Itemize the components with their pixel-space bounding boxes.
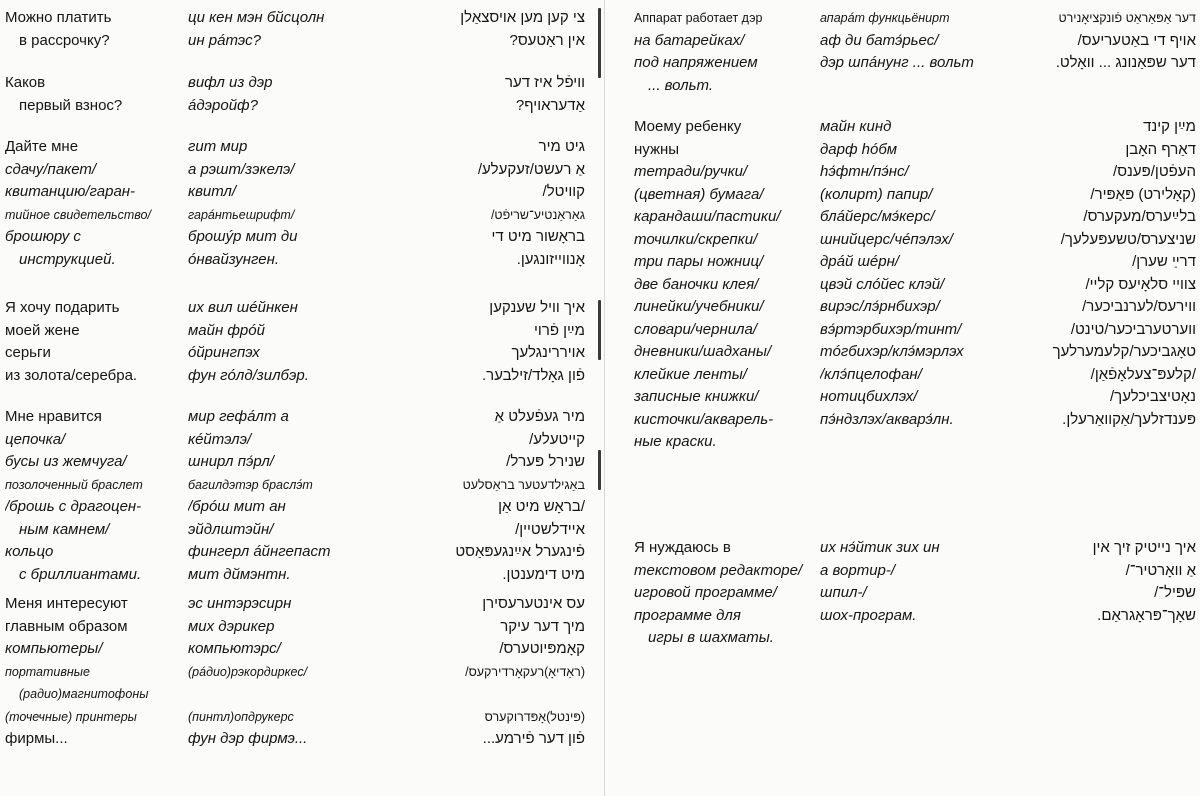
transliteration-text: дрáй шéрн/: [820, 253, 900, 270]
right-page: [608, 0, 1200, 796]
phrase-row: [608, 251, 1200, 274]
yiddish-text: פֿון גאָלד/זילבער.: [482, 366, 585, 384]
left-page: [0, 0, 590, 796]
russian-text: записные книжки/: [634, 388, 759, 405]
phrase-row: [0, 451, 590, 474]
russian-text: портативные: [5, 664, 90, 679]
transliteration-text: мир гефáлт а: [188, 408, 289, 425]
russian-text: квитанцию/гаран-: [5, 183, 136, 200]
russian-text: брошюру с: [5, 228, 81, 245]
transliteration-text: вирэс/лэ́рнбихэр/: [820, 298, 940, 315]
phrase-row: [0, 136, 590, 159]
phrase-group: [608, 7, 1200, 97]
phrase-row: [0, 406, 590, 429]
phrase-row: [0, 226, 590, 249]
russian-text: Я хочу подарить: [5, 299, 120, 316]
yiddish-text: גיט מיר: [538, 138, 585, 155]
phrase-row: [608, 431, 1200, 454]
phrase-row: [608, 7, 1200, 30]
transliteration-text: ин рáтэс?: [188, 31, 261, 49]
yiddish-text: איך וויל שענקען: [489, 299, 585, 316]
russian-text: бусы из жемчуга/: [5, 453, 127, 470]
yiddish-text: גאַראַנטיע־שריפֿט/: [490, 207, 585, 222]
russian-text: словари/чернила/: [634, 320, 758, 338]
yiddish-text: ווירעס/לערנביכער/: [1082, 298, 1196, 315]
russian-text: игры в шахматы.: [648, 629, 774, 646]
phrase-row: [0, 30, 590, 53]
yiddish-text: דאַרף האָבן: [1125, 140, 1196, 158]
yiddish-text: נאָטיצביכלעך/: [1110, 388, 1196, 405]
phrase-row: [608, 386, 1200, 409]
russian-text: Можно платить: [5, 9, 112, 26]
yiddish-text: טאָגביכער/קלעמערלעך: [1052, 343, 1196, 360]
phrase-row: [0, 297, 590, 320]
transliteration-text: пэ́ндзлэх/акварэ́лн.: [820, 410, 954, 428]
yiddish-text: צי קען מען אויסצאַלן: [460, 9, 585, 26]
transliteration-text: апарáт функцьёнирт: [820, 11, 950, 25]
spine-shadow: [598, 450, 601, 490]
transliteration-text: óнвайзунген.: [188, 250, 280, 268]
phrase-row: [0, 342, 590, 365]
transliteration-text: квитл/: [188, 183, 237, 200]
russian-text: карандаши/пастики/: [634, 208, 781, 225]
transliteration-text: майн кинд: [820, 118, 892, 135]
yiddish-text: פֿינגערל אײַנגעפּאַסט: [455, 543, 585, 560]
phrase-row: [608, 537, 1200, 560]
phrase-row: [608, 75, 1200, 98]
transliteration-text: а рэшт/зэкелэ/: [188, 160, 295, 178]
transliteration-text: áдэройф?: [188, 96, 258, 114]
russian-text: текстовом редакторе/: [634, 561, 803, 579]
transliteration-text: /клэ́пцелофан/: [820, 365, 922, 383]
russian-text: программе для: [634, 606, 741, 624]
transliteration-text: их нэ́йтик зих ин: [820, 539, 940, 556]
russian-text: кольцо: [5, 543, 54, 560]
yiddish-text: שאָך־פּראָגראַם.: [1097, 606, 1196, 624]
russian-text: ные краски.: [634, 433, 717, 450]
transliteration-text: мих дэрикер: [188, 617, 275, 635]
transliteration-text: шнирл пэ́рл/: [188, 453, 274, 470]
phrase-row: [0, 95, 590, 118]
yiddish-text: שנירל פּערל/: [506, 453, 585, 470]
phrase-group: [0, 593, 590, 751]
phrase-group: [0, 136, 590, 271]
phrase-group: [0, 297, 590, 387]
russian-text: три пары ножниц/: [634, 253, 764, 270]
phrase-row: [0, 249, 590, 272]
phrase-group: [0, 406, 590, 586]
russian-text: Дайте мне: [5, 138, 79, 155]
yiddish-text: שניצערס/טשעפּעלעך/: [1060, 230, 1196, 248]
phrase-row: [0, 706, 590, 729]
phrase-group: [0, 7, 590, 52]
russian-text: Моему ребенку: [634, 118, 742, 135]
transliteration-text: фингерл áйнгепаст: [188, 543, 331, 560]
phrase-row: [0, 616, 590, 639]
yiddish-text: וויפֿל איז דער: [504, 74, 585, 91]
russian-text: моей жене: [5, 321, 80, 339]
russian-text: под напряжением: [634, 54, 758, 71]
russian-text: дневники/шадханы/: [634, 343, 772, 360]
transliteration-text: а вортир-/: [820, 561, 896, 579]
transliteration-text: гит мир: [188, 138, 248, 155]
transliteration-text: тóгбихэр/клэ́мэрлэх: [820, 343, 964, 360]
transliteration-text: кéйтэлэ/: [188, 430, 252, 448]
yiddish-text: פּענדזלעך/אַקוואַרעלן.: [1062, 410, 1196, 428]
transliteration-text: (рáдио)рэкордиркес/: [188, 664, 308, 679]
russian-text: позолоченный браслет: [5, 477, 143, 492]
transliteration-text: hэ́фтн/пэ́нс/: [820, 163, 909, 180]
russian-text: Я нуждаюсь в: [634, 539, 731, 556]
yiddish-text: קייטעלע/: [529, 430, 585, 448]
phrase-row: [608, 341, 1200, 364]
russian-text: линейки/учебники/: [634, 298, 764, 315]
phrase-row: [0, 661, 590, 684]
russian-text: фирмы...: [5, 730, 68, 747]
yiddish-text: צוויי סלאָיעס קליי/: [1085, 275, 1196, 293]
yiddish-text: אויררינגלעך: [511, 344, 585, 361]
russian-text: в рассрочку?: [19, 31, 110, 49]
transliteration-text: багилдэтэр браслэ́т: [188, 477, 313, 492]
phrase-row: [608, 605, 1200, 628]
phrase-row: [0, 320, 590, 343]
yiddish-text: ווערטערביכער/טינט/: [1070, 320, 1196, 338]
phrase-row: [608, 184, 1200, 207]
phrase-row: [608, 161, 1200, 184]
yiddish-text: אַ רעשט/זעקעלע/: [477, 160, 585, 178]
yiddish-text: מײַן קינד: [1143, 118, 1196, 135]
transliteration-text: (колирт) папир/: [820, 185, 933, 203]
phrase-row: [608, 30, 1200, 53]
phrase-row: [608, 364, 1200, 387]
russian-text: точилки/скрепки/: [634, 230, 758, 248]
russian-text: главным образом: [5, 617, 128, 635]
yiddish-text: איידלשטיין/: [515, 520, 585, 538]
transliteration-text: (пинтл)опдрукерс: [188, 709, 294, 724]
transliteration-text: фун гóлд/зилбэр.: [188, 366, 309, 384]
yiddish-text: איך נייטיק זיך אין: [1092, 539, 1196, 556]
transliteration-text: аф ди батэ́рьес/: [820, 31, 939, 49]
yiddish-text: (ראַדיאָ)רעקאָרדירקעס/: [465, 664, 585, 679]
yiddish-text: מיט דימענטן.: [502, 565, 585, 583]
phrase-row: [0, 496, 590, 519]
yiddish-text: פֿון דער פֿירמע...: [482, 730, 585, 747]
phrase-row: [608, 319, 1200, 342]
phrase-row: [0, 429, 590, 452]
transliteration-text: блáйерс/мэ́керс/: [820, 208, 935, 225]
transliteration-text: /брóш мит ан: [188, 498, 286, 515]
phrase-row: [608, 139, 1200, 162]
transliteration-text: шпил-/: [820, 584, 867, 601]
phrase-row: [608, 582, 1200, 605]
russian-text: Меня интересуют: [5, 595, 128, 612]
russian-text: с бриллиантами.: [19, 565, 142, 583]
russian-text: ным камнем/: [19, 520, 110, 538]
russian-text: цепочка/: [5, 430, 66, 448]
russian-text: Мне нравится: [5, 408, 102, 425]
yiddish-text: קאָמפּיוטערס/: [499, 640, 585, 657]
phrase-row: [608, 274, 1200, 297]
phrase-row: [608, 627, 1200, 650]
phrase-row: [0, 728, 590, 751]
phrase-row: [608, 52, 1200, 75]
russian-text: сдачу/пакет/: [5, 160, 97, 178]
yiddish-text: אויף די באַטעריעס/: [1077, 31, 1196, 49]
phrase-row: [0, 541, 590, 564]
russian-text: (точечные) принтеры: [5, 709, 137, 724]
yiddish-text: דרײַ שערן/: [1132, 253, 1196, 270]
phrase-row: [0, 593, 590, 616]
phrase-row: [608, 206, 1200, 229]
transliteration-text: эйдлштэйн/: [188, 520, 274, 538]
page-edge: [604, 0, 605, 796]
yiddish-text: מיר געפֿעלט אַ: [494, 408, 585, 425]
russian-text: две баночки клея/: [634, 275, 759, 293]
russian-text: клейкие ленты/: [634, 365, 747, 383]
book-spine: [590, 0, 608, 796]
russian-text: кисточки/акварель-: [634, 410, 774, 428]
yiddish-text: דער אַפּאַראַט פֿונקציאָנירט: [1058, 11, 1196, 25]
transliteration-text: вэ́ртэрбихэр/тинт/: [820, 320, 962, 338]
yiddish-text: /בראָש מיט אַן: [498, 498, 585, 515]
spine-shadow: [598, 8, 601, 78]
russian-text: первый взнос?: [19, 96, 123, 114]
yiddish-text: קוויטל/: [542, 183, 585, 200]
yiddish-text: אין ראַטעס?: [509, 31, 585, 49]
phrase-group: [0, 72, 590, 117]
transliteration-text: нотицбихлэх/: [820, 388, 918, 405]
phrase-row: [0, 683, 590, 706]
russian-text: (радио)магнитофоны: [19, 687, 149, 701]
yiddish-text: דער שפּאַנונג ... וואָלט.: [1055, 54, 1196, 71]
yiddish-text: מיך דער עיקר: [500, 617, 585, 635]
transliteration-text: гарáнтьешрифт/: [188, 207, 295, 222]
transliteration-text: цвэй слóйес клэй/: [820, 275, 945, 293]
transliteration-text: шох-програм.: [820, 606, 917, 624]
phrase-row: [608, 229, 1200, 252]
yiddish-text: אָנווייזונגען.: [516, 250, 585, 268]
transliteration-text: фун дэр фирмэ...: [188, 730, 308, 747]
russian-text: Каков: [5, 74, 46, 91]
transliteration-text: вифл из дэр: [188, 74, 273, 91]
russian-text: нужны: [634, 140, 680, 158]
russian-text: серьги: [5, 344, 51, 361]
phrase-row: [0, 204, 590, 227]
phrase-row: [608, 116, 1200, 139]
yiddish-text: (פּינטל)אָפּדרוקערס: [484, 709, 585, 724]
phrase-row: [0, 7, 590, 30]
yiddish-text: /קלעפּ־צעלאָפֿאַן/: [1090, 365, 1196, 383]
phrase-row: [0, 365, 590, 388]
yiddish-text: מײַן פֿרוי: [534, 321, 585, 339]
transliteration-text: дарф hóбм: [820, 140, 898, 158]
phrase-group: [608, 537, 1200, 650]
transliteration-text: мит дймэнтн.: [188, 565, 291, 583]
yiddish-text: עס אינטערעסירן: [482, 595, 585, 612]
transliteration-text: шнийцерс/чéпэлэх/: [820, 230, 953, 248]
phrase-row: [0, 72, 590, 95]
phrase-row: [608, 560, 1200, 583]
yiddish-text: בראָשור מיט די: [491, 228, 585, 245]
phrase-row: [608, 409, 1200, 432]
transliteration-text: эс интэрэсирн: [188, 595, 292, 612]
yiddish-text: באַגילדעטער בראַסלעט: [462, 477, 585, 492]
transliteration-text: óйрингпэх: [188, 344, 260, 361]
phrase-row: [0, 159, 590, 182]
yiddish-text: אַדעראויף?: [515, 96, 585, 114]
spine-shadow: [598, 300, 601, 360]
phrase-row: [608, 296, 1200, 319]
transliteration-text: брошýр мит ди: [188, 228, 298, 245]
russian-text: ... вольт.: [648, 76, 714, 94]
russian-text: на батарейках/: [634, 31, 745, 49]
russian-text: тетради/ручки/: [634, 163, 748, 180]
yiddish-text: (קאָלירט) פּאַפּיר/: [1090, 185, 1196, 203]
russian-text: тийное свидетельство/: [5, 207, 151, 222]
phrase-row: [0, 564, 590, 587]
phrase-row: [0, 474, 590, 497]
russian-text: инструкцией.: [19, 250, 116, 268]
yiddish-text: בלײַערס/מעקערס/: [1083, 208, 1196, 225]
phrase-row: [0, 181, 590, 204]
yiddish-text: שפּיל־/: [1154, 584, 1196, 601]
phrase-row: [0, 519, 590, 542]
phrase-row: [0, 638, 590, 661]
transliteration-text: ци кен мэн бйсцолн: [188, 9, 325, 26]
russian-text: из золота/серебра.: [5, 366, 138, 384]
russian-text: Аппарат работает дэр: [634, 11, 763, 25]
yiddish-text: אַ וואָרטיר־/: [1125, 561, 1196, 579]
yiddish-text: העפֿטן/פּענס/: [1113, 163, 1196, 180]
transliteration-text: компьютэрс/: [188, 640, 281, 657]
russian-text: игровой программе/: [634, 584, 777, 601]
russian-text: (цветная) бумага/: [634, 185, 764, 203]
russian-text: компьютеры/: [5, 640, 103, 657]
russian-text: /брошь с драгоцен-: [5, 498, 142, 515]
transliteration-text: майн фрóй: [188, 321, 265, 339]
transliteration-text: их вил шéйнкен: [188, 299, 298, 316]
transliteration-text: дэр шпáнунг ... вольт: [820, 54, 974, 71]
phrase-group: [608, 116, 1200, 454]
